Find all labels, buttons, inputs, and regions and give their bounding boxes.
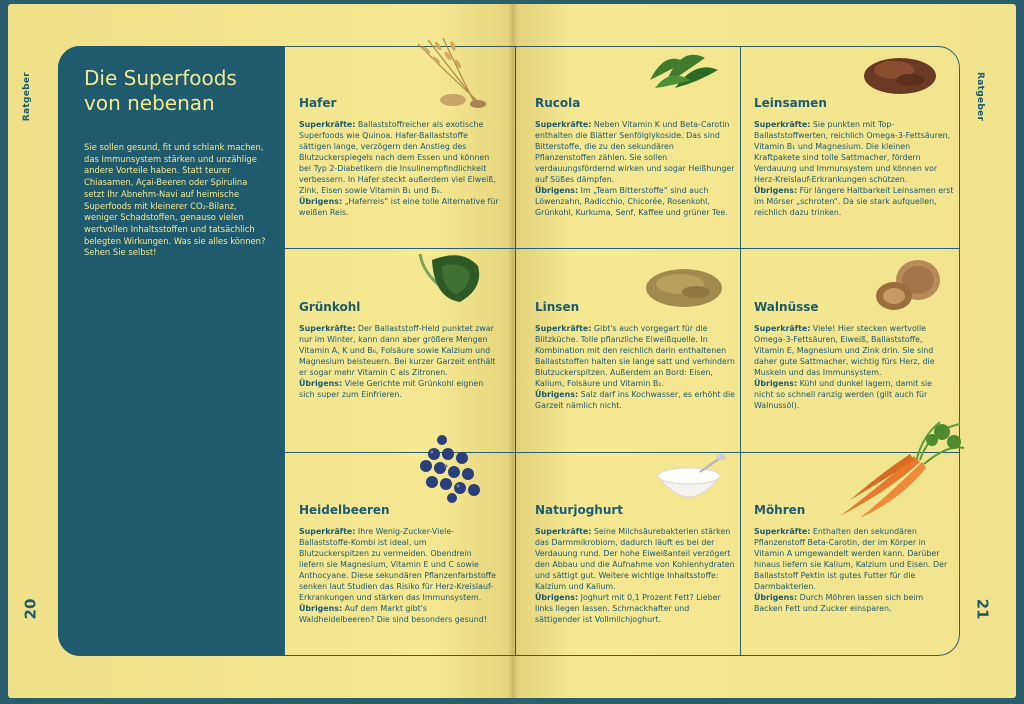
food-description: Superkräfte: Der Ballaststoff-Held punktet zwar nur im Winter, kann dann aber größere Mengen Vitamin A, K und B₆, Folsäure sowie Kalzium und Magnesium beisteuern. Bei kurzer Garzeit enthält er sogar mehr Vitamin C als Zitronen. Übrigens: Viele Gerichte mit Grünkohl eignen sich super zum Einfrieren. xyxy=(299,324,496,399)
food-description: Superkräfte: Viele! Hier stecken wertvolle Omega-3-Fettsäuren, Eiweiß, Ballaststoffe, Vitamin E, Magnesium und Zink drin. Sie sind daher gute Sattmacher, wichtig fürs Herz, die Muskeln und das Immunsystem. Übrigens: Kühl und dunkel lagern, damit sie nicht so schnell ranzig werden (gilt auch für Walnussöl). xyxy=(754,324,935,410)
grid-line xyxy=(284,46,285,656)
food-title: Hafer xyxy=(299,96,337,110)
page-title xyxy=(84,66,266,116)
food-description: Superkräfte: Ihre Wenig-Zucker-Viele-Ballaststoffe-Kombi ist ideal, um Blutzuckerspitzen zu vermeiden. Obendrein liefern sie Magnesium, Vitamin E und C sowie Anthocyane. Diese sekundären Pflanzenfarbstoffe senken laut Studien das Risiko für Herz-Kreislauf-Erkrankungen und stärken das Immunsystem. Übrigens: Auf dem Markt gibt's Waldheidelbeeren? Die sind besonders gesund! xyxy=(299,527,496,624)
flaxseed-icon xyxy=(860,50,940,98)
food-description: Superkräfte: Gibt's auch vorgegart für die Blitzküche. Tolle pflanzliche Eiweißquelle. In Kombination mit den reichlich darin enthaltenen Ballaststoffen halten sie lange satt und verhindern Blutzuckerspitzen. Außerdem an Bord: Eisen, Kalium, Folsäure und Vitamin B₁. Übrigens: Salz darf ins Kochwasser, es erhöht die Garzeit nämlich nicht. xyxy=(535,324,736,410)
food-title: Walnüsse xyxy=(754,300,819,314)
food-description: Superkräfte: Ballaststoffreicher als exotische Superfoods wie Quinoa. Hafer-Ballaststoffe sättigen lange, verzögern den Anstieg des Blutzuckerspiegels nach dem Essen und können bei Typ 2-Diabetikern die Insulinempfindlichkeit verbessern. In Hafer steckt außerdem viel Eiweiß, Zink, Eisen sowie Vitamin B₁ und B₆. Übrigens: „Haferreis“ ist eine tolle Alternative für weißen Reis. xyxy=(299,120,499,217)
food-card-rucola xyxy=(535,96,735,218)
food-title: Naturjoghurt xyxy=(535,503,624,517)
page-number-right: 21 xyxy=(973,598,992,620)
food-card-walnuesse xyxy=(754,300,954,411)
food-title: Leinsamen xyxy=(754,96,827,110)
food-description: Superkräfte: Sie punkten mit Top-Ballaststoffwerten, reichlich Omega-3-Fettsäuren, Vitamin B₁ und Magnesium. Die kleinen Kraftpakete sind tolle Sattmacher, fördern Verdauung und Immunsystem und können vor Herz-Kreislauf-Erkrankungen schützen. Übrigens: Für längere Haltbarkeit Leinsamen erst im Mörser „schroten“. Da sie stark aufquellen, reichlich dazu trinken. xyxy=(754,120,954,217)
food-card-hafer xyxy=(299,96,499,218)
food-card-leinsamen xyxy=(754,96,954,218)
food-description: Superkräfte: Enthalten den sekundären Pflanzenstoff Beta-Carotin, der im Körper in Vitamin A umgewandelt werden kann. Darüber hinaus liefern sie Kalium, Kalzium und Eisen. Der Ballaststoff Pektin ist gutes Futter für die Darmbakterien. Übrigens: Durch Möhren lassen sich beim Backen Fett und Zucker einsparen. xyxy=(754,527,948,613)
food-title: Linsen xyxy=(535,300,580,314)
intro-text: Sie sollen gesund, fit und schlank machen, das Immunsystem stärken und unzählige andere Vorteile haben. Statt teurer Chiasamen, Açai-Beeren oder Spirulina setzt Ihr Abnehm-Navi auf heimische Superfoods mit kleinerer CO₂-Bilanz, weniger Schadstoffen, genauso vielen wertvollen Inhaltsstoffen und tatsächlich belegten Wirkungen. Was sie alles können? Sehen Sie selbst! xyxy=(84,142,266,258)
food-title: Heidelbeeren xyxy=(299,503,390,517)
grid-line xyxy=(740,46,741,656)
intro-panel xyxy=(58,46,284,656)
food-description: Superkräfte: Seine Milchsäurebakterien stärken das Darmmikrobiom, dadurch läuft es bei der Verdauung rund. Der hohe Eiweißanteil verzögert den Abbau und die Aufnahme von Kohlenhydraten und sättigt gut. Weitere wichtige Inhaltsstoffe: Kalzium und Kalium. Übrigens: Joghurt mit 0,1 Prozent Fett? Lieber links liegen lassen. Schmackhafter und sättigender ist Vollmilchjoghurt. xyxy=(535,527,735,624)
grid-line xyxy=(515,46,516,656)
yogurt-bowl-icon xyxy=(652,452,726,508)
title-line-2: von nebenan xyxy=(84,91,215,115)
food-card-heidelbeeren xyxy=(299,503,499,625)
section-label-left: Ratgeber xyxy=(22,72,32,122)
food-title: Grünkohl xyxy=(299,300,361,314)
page-number-left: 20 xyxy=(21,598,40,620)
food-description: Superkräfte: Neben Vitamin K und Beta-Carotin enthalten die Blätter Senfölglykoside. Das sind Bitterstoffe, die zu den sekundären Pflanzenstoffen zählen. Sie sollen verdauungsfördernd wirken und sogar Heißhunger auf Süßes dämpfen. Übrigens: Im „Team Bitterstoffe“ sind auch Löwenzahn, Radicchio, Chicorée, Rosenkohl, Grünkohl, Kurkuma, Senf, Kaffee und grüner Tee. xyxy=(535,120,735,217)
food-card-linsen xyxy=(535,300,735,411)
food-title: Rucola xyxy=(535,96,581,110)
food-title: Möhren xyxy=(754,503,806,517)
blueberries-icon xyxy=(412,432,490,504)
title-line-1: Die Superfoods xyxy=(84,66,237,90)
kale-icon xyxy=(412,248,486,306)
food-card-naturjoghurt xyxy=(535,503,735,625)
rocket-leaves-icon xyxy=(640,40,720,92)
grid-line xyxy=(284,248,960,249)
food-card-gruenkohl xyxy=(299,300,499,400)
section-label-right: Ratgeber xyxy=(975,72,985,122)
food-card-moehren xyxy=(754,503,954,614)
